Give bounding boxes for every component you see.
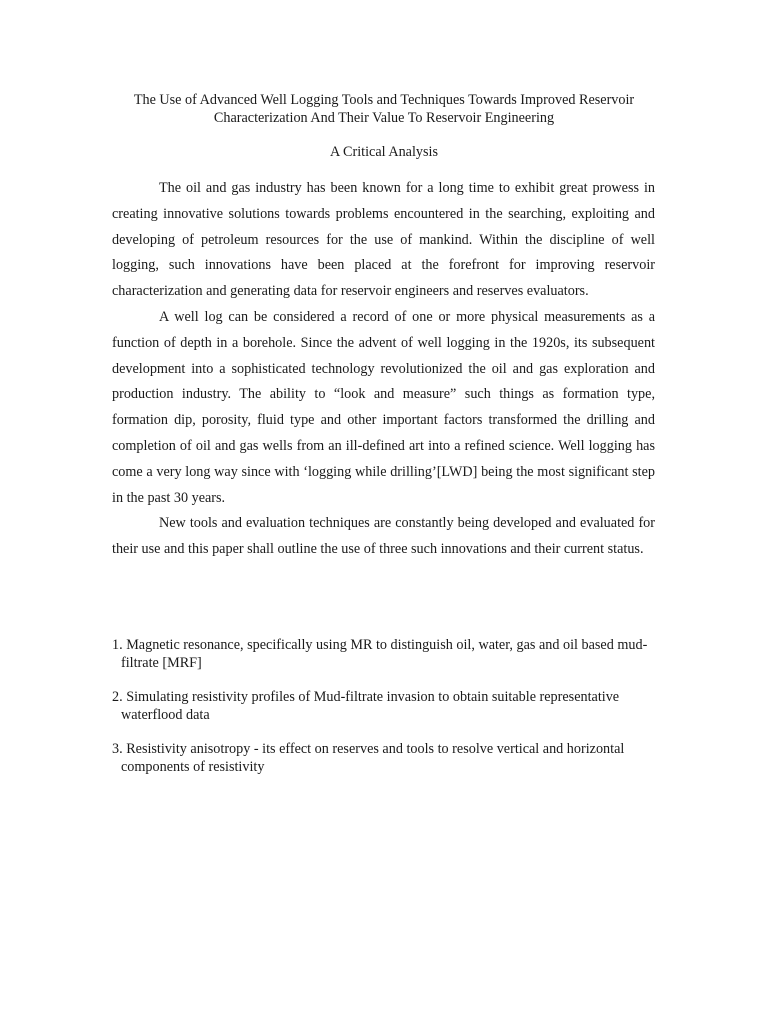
paragraph: A well log can be considered a record of one or more physical measurements as a function of depth in a borehole. Since the advent of well logging in the 1920s, its subsequent development into a sophisticated technology revolutionized the oil and gas exploration and production industry. The ability to “look and measure” such things as formation type, formation dip, porosity, fluid type and other important factors transformed the drilling and completion of oil and gas wells from an ill-defined art into a refined science. Well logging has come a very long way since with ‘logging while drilling’[LWD] being the most significant step in the past 30 years. (112, 308, 655, 506)
innovations-list (112, 636, 672, 792)
paragraph: The oil and gas industry has been known for a long time to exhibit great prowess in creating innovative solutions towards problems encountered in the searching, exploiting and developing of petroleum resources for the use of mankind. Within the discipline of well logging, such innovations have been placed at the forefront for improving reservoir characterization and generating data for reservoir engineers and reserves evaluators. (112, 180, 655, 300)
document-subtitle: A Critical Analysis (330, 144, 438, 160)
list-item: 1. Magnetic resonance, specifically using MR to distinguish oil, water, gas and oil based mud-filtrate [MRF] (112, 637, 648, 671)
list-item: 2. Simulating resistivity profiles of Mud-filtrate invasion to obtain suitable representative waterflood data (112, 689, 620, 723)
list-item: 3. Resistivity anisotropy - its effect on reserves and tools to resolve vertical and horizontal components of resistivity (112, 741, 625, 775)
body-text (112, 176, 655, 563)
paragraph: New tools and evaluation techniques are constantly being developed and evaluated for their use and this paper shall outline the use of three such innovations and their current status. (112, 515, 655, 558)
document-title: The Use of Advanced Well Logging Tools and Techniques Towards Improved Reservoir Characterization And Their Value To Reservoir Engineering (133, 92, 635, 126)
